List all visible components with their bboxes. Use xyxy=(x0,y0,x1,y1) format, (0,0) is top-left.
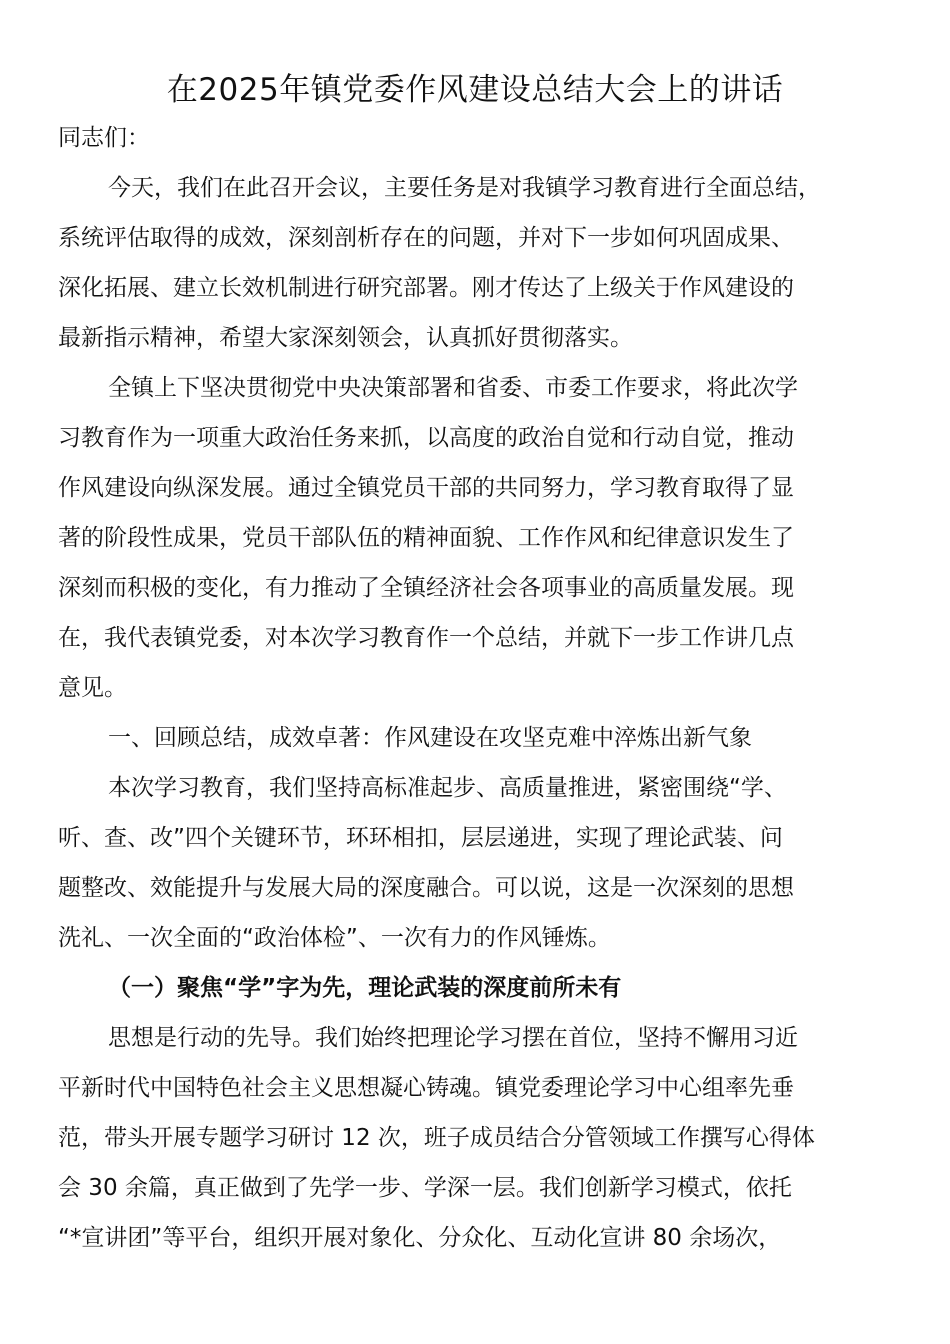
section-heading: 一、回顾总结，成效卓著：作风建设在攻坚克难中淬炼出新气象 xyxy=(108,725,752,751)
paragraph-line: 在，我代表镇党委，对本次学习教育作一个总结，并就下一步工作讲几点 xyxy=(58,625,794,651)
salutation: 同志们： xyxy=(58,125,150,151)
paragraph-line: “*宣讲团”等平台，组织开展对象化、分众化、互动化宣讲 80 余场次， xyxy=(58,1225,782,1251)
paragraph-line: 会 30 余篇，真正做到了先学一步、学深一层。我们创新学习模式，依托 xyxy=(58,1175,792,1201)
paragraph-line: 意见。 xyxy=(58,675,127,701)
paragraph-line: 题整改、效能提升与发展大局的深度融合。可以说，这是一次深刻的思想 xyxy=(58,875,794,901)
paragraph-line: 最新指示精神，希望大家深刻领会，认真抓好贯彻落实。 xyxy=(58,325,633,351)
paragraph-line: 平新时代中国特色社会主义思想凝心铸魂。镇党委理论学习中心组率先垂 xyxy=(58,1075,794,1101)
paragraph-line: 深化拓展、建立长效机制进行研究部署。刚才传达了上级关于作风建设的 xyxy=(58,275,794,301)
paragraph-line: 洗礼、一次全面的“政治体检”、一次有力的作风锤炼。 xyxy=(58,925,611,951)
paragraph-line: 深刻而积极的变化，有力推动了全镇经济社会各项事业的高质量发展。现 xyxy=(58,575,794,601)
paragraph-line: 全镇上下坚决贯彻党中央决策部署和省委、市委工作要求，将此次学 xyxy=(108,375,798,401)
paragraph-line: 本次学习教育，我们坚持高标准起步、高质量推进，紧密围绕“学、 xyxy=(108,775,787,801)
paragraph-line: 范，带头开展专题学习研讨 12 次，班子成员结合分管领域工作撰写心得体 xyxy=(58,1125,815,1151)
paragraph-line: 思想是行动的先导。我们始终把理论学习摆在首位，坚持不懈用习近 xyxy=(108,1025,798,1051)
paragraph-line: 听、查、改”四个关键环节，环环相扣，层层递进，实现了理论武装、问 xyxy=(58,825,783,851)
paragraph-line: 今天，我们在此召开会议，主要任务是对我镇学习教育进行全面总结， xyxy=(108,175,821,201)
paragraph-line: 习教育作为一项重大政治任务来抓，以高度的政治自觉和行动自觉，推动 xyxy=(58,425,794,451)
paragraph-line: 系统评估取得的成效，深刻剖析存在的问题，并对下一步如何巩固成果、 xyxy=(58,225,794,251)
subsection-heading: （一）聚焦“学”字为先，理论武装的深度前所未有 xyxy=(108,975,622,1001)
paragraph-line: 著的阶段性成果，党员干部队伍的精神面貌、工作作风和纪律意识发生了 xyxy=(58,525,794,551)
document-title: 在2025年镇党委作风建设总结大会上的讲话 xyxy=(166,72,784,108)
paragraph-line: 作风建设向纵深发展。通过全镇党员干部的共同努力，学习教育取得了显 xyxy=(58,475,794,501)
